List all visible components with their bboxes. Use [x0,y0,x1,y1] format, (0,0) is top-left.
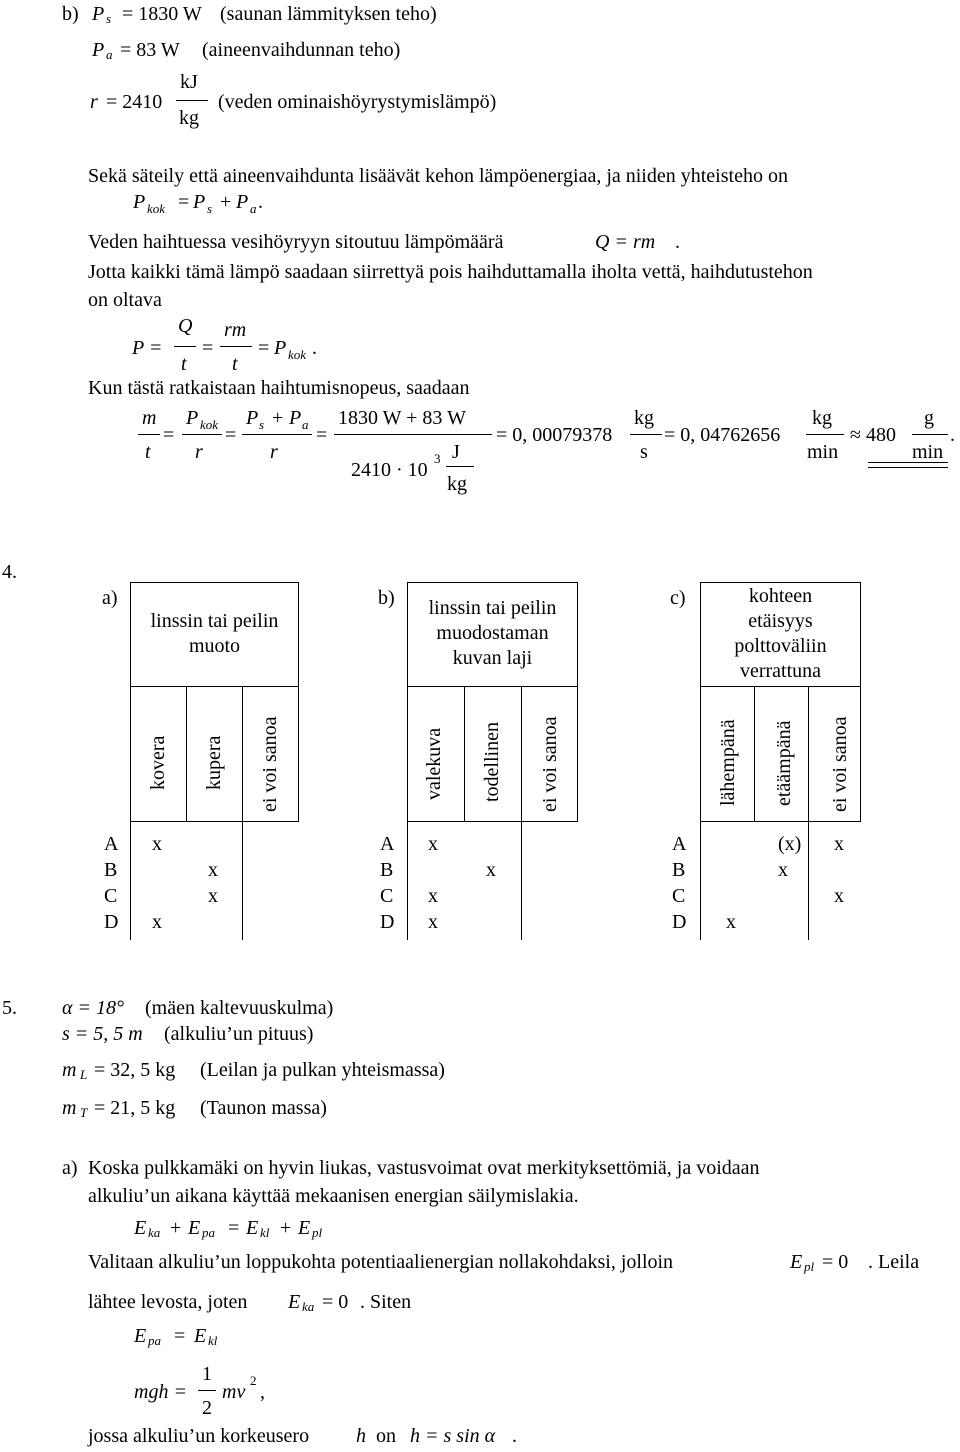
col-ei-voi-sanoa: ei voi sanoa [829,716,851,812]
energy-plus: + [280,1217,292,1239]
energy-sub: ka [148,1225,161,1240]
ps-symbol: P [92,3,105,25]
task-5-a-label: a) [62,1157,78,1179]
r-unit-den: kg [179,107,199,129]
answer-mark: x [428,885,438,907]
eqp-f2-den: t [232,353,238,375]
pa-symbol: P [92,39,105,61]
energy-e: E [188,1217,201,1239]
table-c-header-line: verrattuna [739,660,822,682]
pkok-rhs2-sub: a [250,201,257,216]
pkok-rhs1-sub: s [207,201,213,216]
row-label: C [380,885,394,907]
table-b-header-line: muodostaman [436,622,549,644]
table-b-header [407,596,578,671]
ekl-e: E [194,1325,207,1347]
eqf-approx: ≈ 480 [850,424,896,446]
pkok-rhs1: P [193,191,206,213]
r-description: (veden ominaishöyrystymislämpö) [218,91,497,113]
col-ei-voi-sanoa: ei voi sanoa [539,716,561,812]
energy-e: E [134,1217,147,1239]
eqf-t: t [145,441,151,463]
alpha-desc: (mäen kaltevuuskulma) [145,997,334,1019]
r-unit-num: kJ [180,71,198,93]
task-4-c-label: c) [670,587,686,609]
task-4-a-label: a) [102,587,118,609]
table-b-header-line: kuvan laji [452,647,533,669]
alpha-eq: α = 18° [62,997,124,1019]
eqf-res2-unit-num: kg [812,407,832,429]
row-label: C [672,885,686,907]
eqf-m: m [142,407,157,429]
answer-mark: (x) [778,833,802,855]
row-label: B [104,859,118,881]
text-kun: Kun tästä ratkaistaan haihtumisnopeus, saadaan [88,377,470,399]
task-4-number: 4. [2,561,17,583]
text-veden: Veden haihtuessa vesihöyryyn sitoutuu lämpömäärä [88,231,504,253]
mt-sub: T [80,1105,88,1120]
mt-desc: (Taunon massa) [200,1097,327,1119]
eqf-den-unit-num: J [452,441,460,463]
row-label: B [672,859,686,881]
text-leila: . Leila [868,1251,920,1273]
mt-eq: = 21, 5 kg [94,1097,176,1119]
last-text: jossa alkuliu’un korkeusero [88,1425,310,1447]
ps-description: (saunan lämmityksen teho) [220,3,437,25]
eqf-r1: r [195,441,203,463]
eqf-res1: = 0, 00079378 [496,424,613,446]
epl-e: E [790,1251,803,1273]
col-lahempana: lähempänä [717,719,739,806]
eqp-f1-den: t [181,353,187,375]
pkok-rhs2: P [236,191,249,213]
part-b-label: b) [62,3,79,25]
row-label: A [672,833,687,855]
table-a-header [130,609,299,659]
eqf-den-unit-den: kg [447,473,467,495]
pkok-end: . [258,191,263,213]
answer-mark: x [208,885,218,907]
eqp-rhs-sub: kok [288,347,307,362]
eqf-res3-unit-num: g [924,407,934,429]
epa-e: E [134,1325,147,1347]
text-on-oltava: on oltava [88,289,162,311]
energy-sub: pl [312,1225,323,1240]
table-b-header-line: linssin tai peilin [428,597,557,619]
eqf-plus: + [272,407,284,429]
eqf-num-val: 1830 W + 83 W [338,407,466,429]
text-sateily: Sekä säteily että aineenvaihdunta lisäävät kehon lämpöenergiaa, ja niiden yhteisteho on [88,165,788,187]
row-label: B [380,859,394,881]
last-h: h [356,1425,366,1447]
eqf-pa: P [289,407,302,429]
answer-mark: x [778,859,788,881]
mgh-num: 1 [202,1363,212,1385]
s-eq: s = 5, 5 m [62,1023,143,1045]
answer-divider [130,822,131,940]
last-end: . [512,1425,517,1447]
task-5-number: 5. [2,997,17,1019]
eqf-den-exp: 3 [434,451,441,466]
table-a-header-line: linssin tai peilin [150,610,279,632]
ps-sub: s [106,11,112,26]
pa-value: = 83 W [120,39,180,61]
last-on: on [376,1425,396,1447]
eqf-res2-unit-den: min [807,441,839,463]
text-veden-end: . [675,231,680,253]
text-lahtee: lähtee levosta, joten [88,1291,248,1313]
eqf-end: . [950,424,955,446]
eqp-f2-num: rm [224,319,247,341]
mt-sym: m [62,1097,77,1119]
answer-mark: x [208,859,218,881]
row-label: A [104,833,119,855]
text-siten: . Siten [360,1291,412,1313]
answer-mark: x [486,859,496,881]
eqf-res2: = 0, 04762656 [664,424,781,446]
energy-sub: kl [260,1225,270,1240]
table-c-header-line: kohteen [748,585,813,607]
eqf-res1-unit-den: s [640,441,648,463]
eqf-res1-unit-num: kg [634,407,654,429]
eqf-ps: P [246,407,259,429]
eqp-f1-num: Q [178,315,193,337]
text-jotta: Jotta kaikki tämä lämpö saadaan siirrettyä pois haihduttamalla iholta vettä, haihdutustehon [88,261,813,283]
col-todellinen: todellinen [481,722,503,802]
answer-divider [521,822,522,940]
ml-eq: = 32, 5 kg [94,1059,176,1081]
task-5-a-text1: Koska pulkkamäki on hyvin liukas, vastusvoimat ovat merkityksettömiä, ja voidaan [88,1157,760,1179]
pkok-lhs: P [133,191,146,213]
answer-mark: x [428,911,438,933]
answer-mark: x [834,833,844,855]
answer-mark: x [152,911,162,933]
mgh-rhs: mv [222,1381,246,1403]
ekl-sub: kl [208,1333,218,1348]
mgh-lhs: mgh = [134,1381,187,1403]
s-desc: (alkuliu’un pituus) [164,1023,314,1045]
epl-sub: pl [804,1259,815,1274]
text-valitaan: Valitaan alkuliu’un loppukohta potentiaalienergian nollakohdaksi, jolloin [88,1251,674,1273]
r-symbol: r [90,91,98,113]
pkok-plus: + [220,191,232,213]
row-label: C [104,885,118,907]
answer-divider [242,822,243,940]
text-lahtee-eq: = 0 [322,1291,349,1313]
answer-mark: x [726,911,736,933]
mgh-exp: 2 [250,1373,257,1388]
ml-desc: (Leilan ja pulkan yhteismassa) [200,1059,445,1081]
text-valitaan-eq: = 0 [822,1251,849,1273]
answer-divider [407,822,408,940]
task-4-b-label: b) [378,587,395,609]
ml-sym: m [62,1059,77,1081]
eqf-pkok-sub: kok [200,417,219,432]
eqf-r2: r [270,441,278,463]
eqf-den-val: 2410 · 10 [351,459,428,481]
ml-sub: L [80,1067,88,1082]
row-label: A [380,833,395,855]
eqp-lhs: P = [132,337,163,359]
epa-ekl-eq: = [174,1325,186,1347]
task-5-a-text2: alkuliu’un aikana käyttää mekaanisen energian säilymislakia. [88,1185,579,1207]
row-label: D [380,911,395,933]
col-kupera: kupera [203,735,225,790]
double-underline [868,462,948,468]
energy-plus: + [170,1217,182,1239]
eqp-end: . [312,337,317,359]
energy-sub: pa [202,1225,215,1240]
mgh-end: , [260,1381,265,1403]
row-label: D [672,911,687,933]
pa-sub: a [106,47,113,62]
eqf-pkok: P [186,407,199,429]
energy-e: E [298,1217,311,1239]
answer-mark: x [834,885,844,907]
energy-e: E [246,1217,259,1239]
eqf-ps-sub: s [259,417,265,432]
table-c-header-line: polttoväliin [734,635,827,657]
table-c-header [700,584,861,684]
eqp-rhs: P [274,337,287,359]
last-eq: h = s sin α [410,1425,496,1447]
row-label: D [104,911,119,933]
pa-description: (aineenvaihdunnan teho) [202,39,401,61]
text-veden-eq: Q = rm [595,231,656,253]
eqf-res3-unit-den: min [912,441,944,463]
table-c-header-line: etäisyys [748,610,813,632]
answer-mark: x [428,833,438,855]
col-kovera: kovera [147,735,169,790]
eka-sub: ka [302,1299,315,1314]
ps-value: = 1830 W [122,3,202,25]
table-a-header-line: muoto [188,635,241,657]
answer-divider [808,822,809,940]
epa-sub: pa [148,1333,161,1348]
answer-mark: x [152,833,162,855]
pkok-lhs-sub: kok [147,201,166,216]
col-etaampana: etäämpänä [773,720,795,806]
answer-divider [700,822,701,940]
energy-eq: = [228,1217,240,1239]
eqf-pa-sub: a [302,417,309,432]
r-value: = 2410 [106,91,163,113]
eka-e: E [288,1291,301,1313]
col-valekuva: valekuva [423,727,445,800]
mgh-den: 2 [202,1397,212,1419]
col-ei-voi-sanoa: ei voi sanoa [259,716,281,812]
